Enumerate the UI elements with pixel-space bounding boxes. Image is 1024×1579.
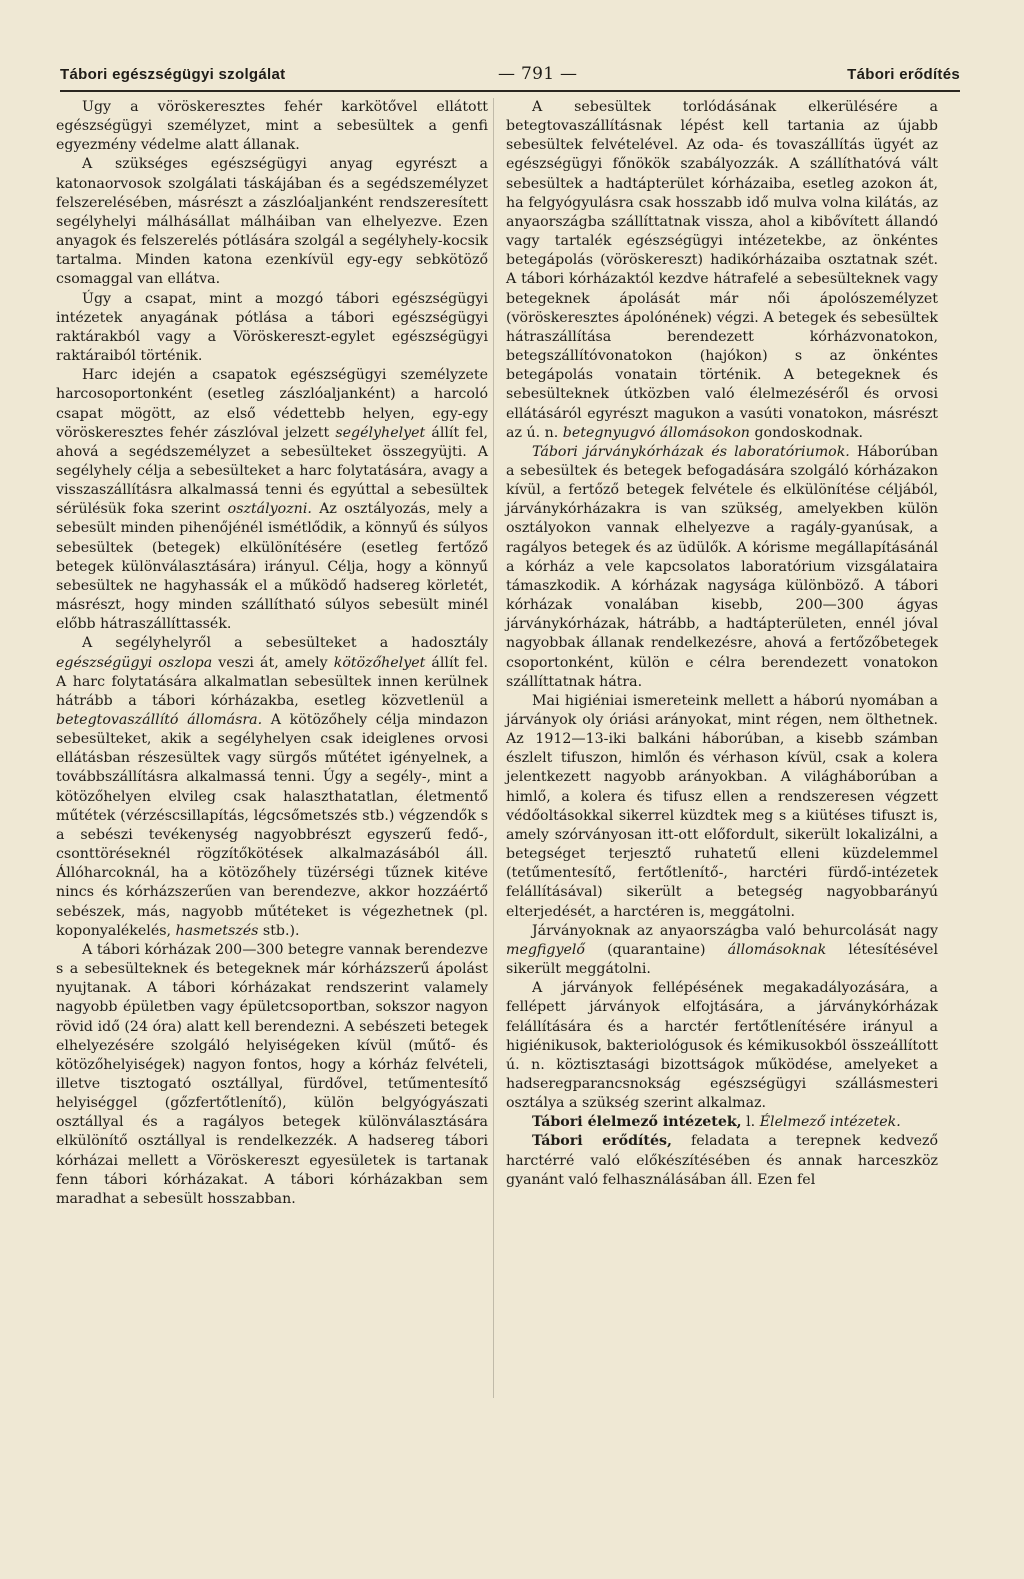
text-run: A kötözőhely célja mindazon sebesülteket, akik a segélyhelyen csak ideiglenes orvosi ellátásban részesültek vagy sürgős műtétet igényelnek, a továbbszállításra alkalmassá tenni. Úgy a segély-, mint a kötözőhelyen elvileg csak halaszthatatlan, életmentő műtétek (vérzéscsillapítás, légcsőmetszés stb.) végzendők s a sebészi tevékenység nagyobbrészt egyszerű fedő-, csonttöréseknél rögzítőkötések alkalmazásából áll. Állóharcoknál, ha a kötözőhely tüzérségi tűznek kitéve nincs és kórházszerűen van berendezve, akkor hozzáértő sebészek, más, nagyobb műtéteket is végezhetnek (pl. koponyalékelés, <box>56 712 488 939</box>
text-run: Háborúban a sebesültek és betegek befogadására szolgáló kórházakon kívül, a fertőző betegek felvétele és elkülönítése céljából, járványkórházakra is van szükség, amelyekben külön osztályokon vannak elhelyezve a ragály-gyanúsak, a ragályos betegek és az üdülők. A kórisme megállapításánál a kórház a vele kapcsolatos laboratórium vizsgálataira támaszkodik. A kórházak nagysága különböző. A tábori kórházak vonalában kisebb, 200—300 ágyas járványkórházak, hátrább, a hadtápterületen, ennél jóval nagyobbak állanak rendelkezésre, ahová a fertőzőbetegek csoportonként, külön e célra berendezett vonatokon szállíttatnak hátra. <box>506 443 938 690</box>
paragraph <box>56 98 488 155</box>
text-run: l. <box>741 1114 760 1131</box>
text-run: A járványok fellépésének megakadályozására, a fellépett járványok elfojtására, a járványkórházak felállítására és a harctér fertőtlenítésére irányul a higiénikusok, bakteriológusok és kémikusokból összeállított ú. n. köztisztasági bizottságok működése, amelyeket a hadseregparancsnokság egészségügyi szállásmesteri osztálya a szükség szerint alkalmaz. <box>506 980 938 1112</box>
text-run: Mai higiéniai ismereteink mellett a háború nyomában a járványok oly óriási arányokat, mint régen, nem ölthetnek. Az 1912—13-iki balkáni háborúban, a kisebb számban észlelt tifuszon, himlőn és vérhason kívül, csak a kolera jelentkezett nagyobb arányokban. A világháborúban a himlő, a kolera és tifusz ellen a rendszeresen végzett védőoltásokkal sikerrel küzdtek meg s a kiütéses tifuszt is, amely szórványosan itt-ott előfordult, sikerült lokalizálni, a betegséget terjesztő ruhatetű elleni küzdelemmel (tetűmentesítő, fertőtlenítő-, harctéri fürdő-intézetek felállításával) sikerült a betegség nagyobbarányú elterjedését, a harctéren is, meggátolni. <box>506 692 938 920</box>
paragraph <box>506 98 938 443</box>
paragraph <box>56 366 488 634</box>
cross-reference-link[interactable]: Élelmező intézetek. <box>759 1114 901 1131</box>
paragraph <box>56 290 488 367</box>
text-run: A szükséges egészségügyi anyag egyrészt a katonaorvosok szolgálati táskájában és a segédszemélyzet felszerelésében, másrészt a zászlóaljanként rendszeresített segélyhelyi málhásállat málháiban van elhelyezve. Ezen anyagok és felszerelés pótlására szolgál a segélyhely-kocsik tartalma. Minden katona ezenkívül egy-egy sebkötöző csomaggal van ellátva. <box>56 156 488 288</box>
text-run: gondoskodnak. <box>749 424 864 441</box>
text-run: Járványoknak az anyaországba való behurcolását nagy <box>532 922 938 939</box>
text-run: A tábori kórházak 200—300 betegre vannak berendezve s a sebesülteknek és betegeknek már kórházszerű ápolást nyujtanak. A tábori kórházakat rendszerint valamely nagyobb épületben vagy épületcsoportban, sokszor nagyon rövid idő (24 óra) alatt kell berendezni. A sebészeti betegek elhelyezésére szolgáló helyiségeken kívül (műtő- és kötözőhelyiségek) nagyon fontos, hogy a kórház felvételi, illetve tisztogató osztállyal, fürdővel, tetűmentesítő helyiséggel (gőzfertőtlenítő), külön belgyógyászati osztállyal és a ragályos betegek különválasztására elkülönítő osztállyal is rendelkezzék. A hadsereg tábori kórházai mellett a Vöröskereszt egyesületek is tartanak fenn tábori kórházakat. A tábori kórházakban sem maradhat a sebesült hosszabban. <box>56 941 488 1207</box>
text-run: Ugy a vöröskeresztes fehér karkötővel ellátott egészségügyi személyzet, mint a sebesültek a genfi egyezmény védelme alatt állanak. <box>56 99 488 154</box>
italic-term: állomásoknak <box>727 941 827 958</box>
text-run: veszi át, amely <box>212 654 334 671</box>
text-run: stb.). <box>258 922 300 939</box>
entry-headword: Tábori élelmező intézetek, <box>532 1114 742 1131</box>
entry <box>506 1132 938 1189</box>
italic-term: betegtovaszállító állomásra. <box>56 712 263 728</box>
italic-heading: Tábori járványkórházak és laboratóriumok. <box>532 443 850 460</box>
text-run: A segélyhelyről a sebesülteket a hadosztály <box>82 635 488 652</box>
text-run: állít fel. A harc folytatására alkalmatlan sebesültek innen kerülnek hátrább a tábori kórházakba, esetleg közvetlenül a <box>56 654 488 709</box>
entry-headword: Tábori erődítés, <box>532 1133 672 1150</box>
text-run: állít fel, ahová a segédszemélyzet a sebesülteket összegyüjti. A segélyhely célja a sebesülteket a harc folytatására, avagy a visszaszállításra alkalmassá tenni és egyúttal a sebesültek sérülésük foka szerint <box>56 424 488 518</box>
page-number: — 791 — <box>498 64 578 84</box>
text-run: Harc idején a csapatok egészségügyi személyzete harcosoportonként (esetleg zászlóaljanként) a harcoló csapat mögött, az első védettebb helyen, egy-egy vöröskeresztes fehér zászlóval jelzett <box>56 367 488 441</box>
italic-term: kötözőhelyet <box>333 654 426 671</box>
text-run: Az osztályozás, mely a sebesült minden pihenőjénél ismétlődik, a könnyű és súlyos sebesültek (betegek) elkülönítésére (esetleg fertőző betegek különválasztására) irányul. Célja, hogy a könnyű sebesültek ne hagyhassák el a működő hadsereg körletét, másrészt, hogy minden szállítható súlyos sebesült minél előbb hátraszállíttassék. <box>56 501 488 633</box>
running-header <box>60 64 960 88</box>
italic-term: osztályozni. <box>227 501 312 518</box>
header-section-title-right: Tábori erődítés <box>847 66 960 83</box>
paragraph <box>506 922 938 979</box>
text-run: létesítésével sikerült meggátolni. <box>506 941 938 978</box>
italic-term: hasmetszés <box>175 922 259 939</box>
paragraph <box>56 941 488 1209</box>
paragraph <box>506 979 938 1113</box>
text-run: Úgy a csapat, mint a mozgó tábori egészségügyi intézetek anyagának pótlása a tábori egészségügyi raktárakból vagy a Vöröskereszt-egylet egészségügyi raktáraiból történik. <box>56 290 488 365</box>
italic-term: segélyhelyet <box>335 424 426 441</box>
italic-term: betegnyugvó állomásokon <box>562 424 750 441</box>
paragraph <box>506 443 938 692</box>
paragraph <box>506 692 938 922</box>
text-run: feladata a terepnek kedvező harctérré való előkészítésében és annak harceszköz gyanánt való felhasználásában áll. Ezen fel <box>506 1133 938 1188</box>
header-section-title-left: Tábori egészségügyi szolgálat <box>60 66 286 83</box>
italic-term: egészségügyi oszlopa <box>56 654 213 671</box>
text-run: (quarantaine) <box>584 941 728 958</box>
column-divider <box>493 98 494 1398</box>
header-rule <box>60 90 960 92</box>
entry <box>506 1113 938 1132</box>
paragraph <box>56 155 488 289</box>
left-column <box>56 98 488 1209</box>
paragraph <box>56 634 488 941</box>
text-run: A sebesültek torlódásának elkerülésére a betegtovaszállításnak lépést kell tartania az újabb sebesültek felvételével. Az oda- és tovaszállítás ügyét az egészségügyi főnökök szabályozzák. A szállíthatóvá vált sebesültek a hadtápterület kórházaiba, esetleg azokon át, ha felgyógyulásra csak hosszabb idő mulva volna kilátás, az anyaországba szállíttatnak vissza, ahol a kibővített állandó vagy tartalék egészségügyi intézetekbe, az önkéntes betegápolás (vöröskereszt) hadikórházaiba osztatnak szét. A tábori kórházaktól kezdve hátrafelé a sebesülteknek vagy betegeknek ápolását már női ápolószemélyzet (vöröskeresztes ápolónének) végzi. A betegek és sebesültek hátraszállítása berendezett kórházvonatokon, betegszállítóvonatokon (hajókon) s az önkéntes betegápolás vonatain történik. A betegeknek és sebesülteknek útközben való élelmezéséről és orvosi ellátásáról egyrészt magukon a vasúti vonatokon, másrészt az ú. n. <box>506 99 938 441</box>
right-column <box>506 98 938 1190</box>
italic-term: megfigyelő <box>506 941 585 958</box>
